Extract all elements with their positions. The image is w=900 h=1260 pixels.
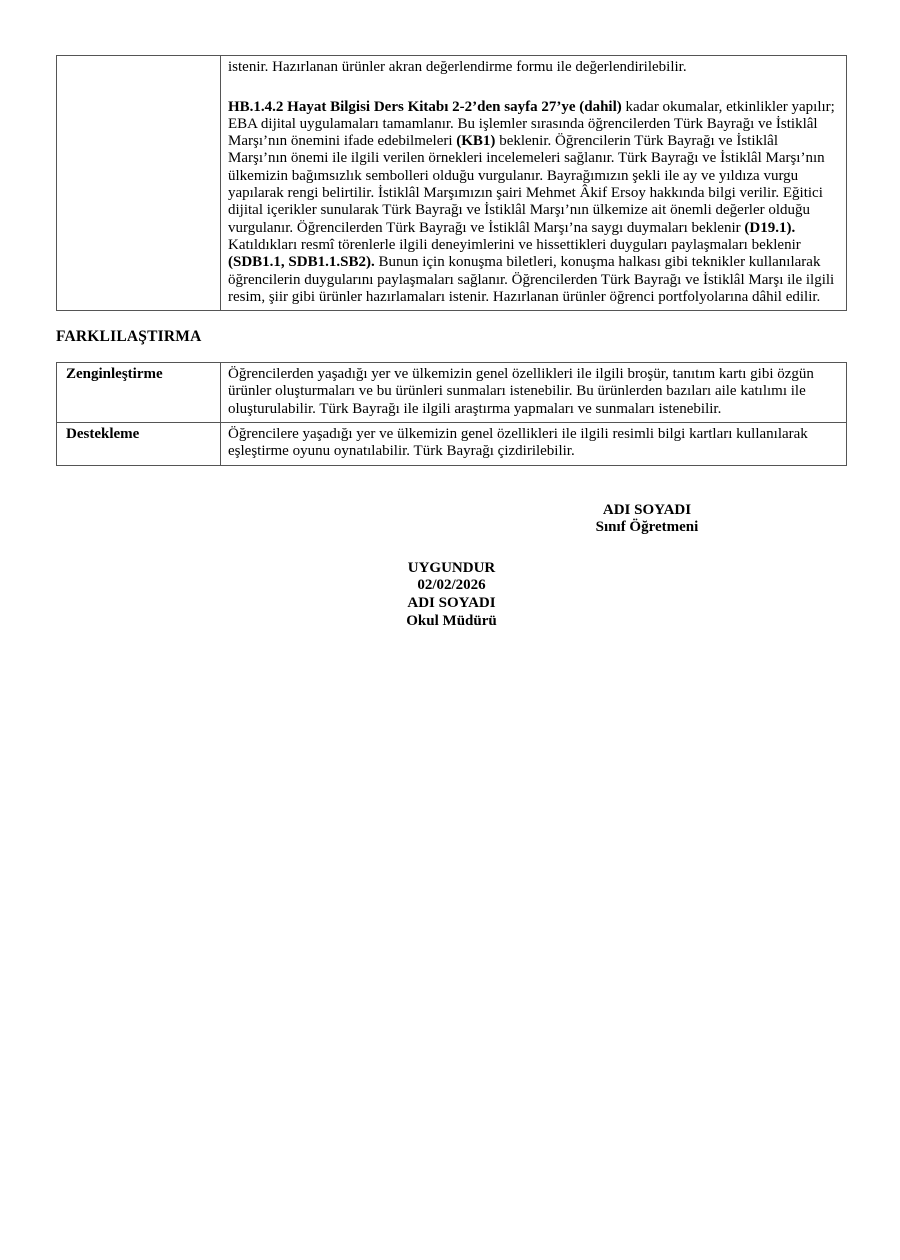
support-label: Destekleme: [66, 426, 140, 443]
lesson-plan-page: [56, 55, 847, 630]
differentiation-heading: FARKLILAŞTIRMA: [56, 328, 202, 346]
approval-block: [56, 560, 847, 630]
activity-text-cell: [221, 56, 847, 311]
enrichment-text-cell: [221, 363, 847, 423]
activity-paragraph-top: istenir. Hazırlanan ürünler akran değerlendirme formu ile değerlendirilebilir.: [228, 59, 687, 75]
enrichment-text: Öğrencilerden yaşadığı yer ve ülkemizin genel özellikleri ile ilgili broşür, tanıtım kartı gibi özgün ürünler oluşturmaları ve bu ürünleri sunmaları istenebilir. Bu ürünlerden bazıları aile katılımı ile oluşturulabilir. Türk Bayrağı ile ilgili araştırma yapmaları ve sunmaları istenebilir.: [228, 366, 814, 417]
activity-table: [56, 55, 847, 311]
differentiation-row-support: [57, 423, 847, 466]
support-text-cell: [221, 423, 847, 466]
principal-name: ADI SOYADI: [407, 595, 496, 612]
teacher-name: ADI SOYADI: [602, 501, 692, 518]
approval-status: UYGUNDUR: [407, 559, 496, 576]
activity-paragraph-main: HB.1.4.2 Hayat Bilgisi Ders Kitabı 2-2’den sayfa 27’ye (dahil) kadar okumalar, etkinlikler yapılır; EBA dijital uygulamaları tamamlanır. Bu işlemler sırasında öğrencilerden Türk Bayrağı ve İstiklâl Marşı’nın önemini ifade edebilmeleri (KB1) beklenir. Öğrencilerin Türk Bayrağı ve İstiklâl Marşı’nın önemi ile ilgili verilen örnekleri incelemeleri sağlanır. Türk Bayrağı ve İstiklâl Marşı’nın ülkemizin bağımsızlık sembolleri olduğu vurgulanır. Bayrağımızın şekli ile ay ve yıldıza vurgu yapılarak rengi belirtilir. İstiklâl Marşımızın şairi Mehmet Âkif Ersoy hakkında bilgi verilir. Eğitici dijital içerikler sunularak Türk Bayrağı ve İstiklâl Marşı’nın ülkemize ait önemli değerler olduğu vurgulanır. Öğrencilerden Türk Bayrağı ve İstiklâl Marşı’na saygı duymaları beklenir (D19.1). Katıldıkları resmî törenlerle ilgili deneyimlerini ve hissettikleri duyguları paylaşmaları beklenir (SDB1.1, SDB1.1.SB2). Bunun için konuşma biletleri, konuşma halkası gibi teknikler kullanılarak öğrencilerin duygularını paylaşmaları sağlanır. Öğrencilerden Türk Bayrağı ve İstiklâl Marşı ile ilgili resim, şiir gibi ürünler hazırlamaları istenir. Hazırlanan ürünler öğrenci portfolyolarına dâhil edilir.: [228, 98, 835, 305]
differentiation-row-enrichment: [57, 363, 847, 423]
teacher-signature-block: [527, 502, 767, 537]
approval-date: 02/02/2026: [417, 577, 486, 594]
principal-title: Okul Müdürü: [406, 612, 497, 629]
support-label-cell: [57, 423, 221, 466]
teacher-title: Sınıf Öğretmeni: [595, 519, 699, 536]
enrichment-label: Zenginleştirme: [66, 366, 163, 383]
activity-table-empty-cell: [57, 56, 221, 311]
differentiation-table: [56, 362, 847, 465]
activity-table-row: [57, 56, 847, 311]
support-text: Öğrencilere yaşadığı yer ve ülkemizin genel özellikleri ile ilgili resimli bilgi kartları kullanılarak eşleştirme oyunu oynatılabilir. Türk Bayrağı çizdirilebilir.: [228, 426, 808, 460]
paragraph-spacer: [222, 79, 845, 96]
enrichment-label-cell: [57, 363, 221, 423]
